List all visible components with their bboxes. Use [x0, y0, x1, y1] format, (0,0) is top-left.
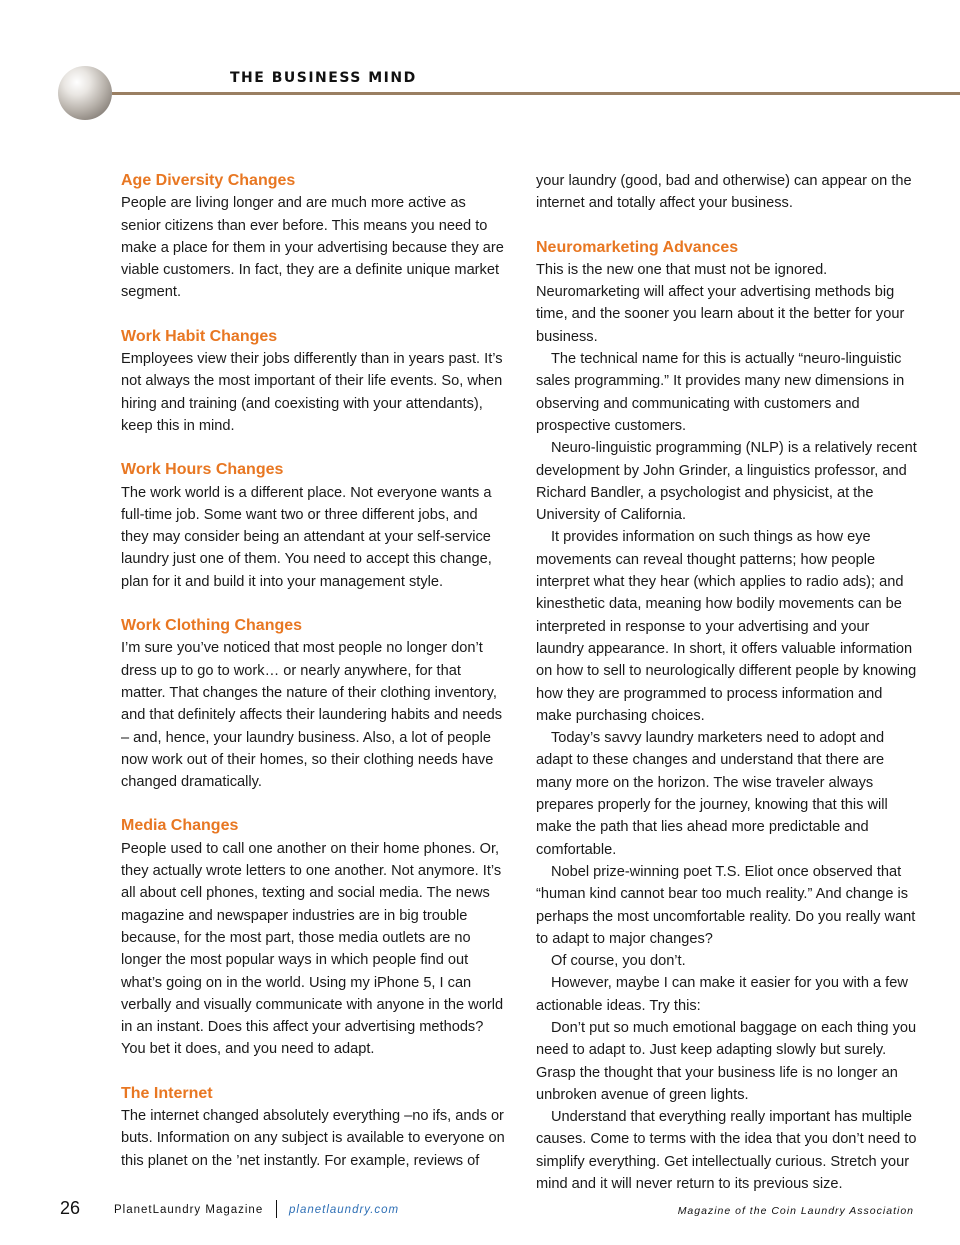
- article-section: [121, 615, 506, 793]
- header-rule: [112, 92, 960, 95]
- body-paragraph: The internet changed absolutely everything –no ifs, ands or buts. Information on any subject is available to everyone on this planet on the ’net instantly. For example, reviews of: [121, 1107, 505, 1169]
- article-section: [121, 170, 506, 304]
- body-paragraph: The technical name for this is actually “neuro-linguistic sales programming.” It provides many new dimensions in observing and communicating with customers and prospective customers.: [536, 351, 905, 434]
- section-heading: Media Changes: [121, 817, 239, 835]
- magazine-url-link[interactable]: planetlaundry.com: [289, 1204, 400, 1216]
- association-tagline: Magazine of the Coin Laundry Association: [677, 1205, 914, 1217]
- body-paragraph: Of course, you don’t.: [551, 953, 686, 970]
- body-paragraph: Don’t put so much emotional baggage on each thing you need to adapt to. Just keep adapting slowly but surely. Grasp the thought that your business life is no longer an unbroken avenue of green lights.: [536, 1019, 917, 1103]
- section-heading: The Internet: [121, 1084, 213, 1102]
- body-paragraph: Understand that everything really important has multiple causes. Come to terms with the idea that you don’t need to simplify everything. Get intellectually curious. Stretch your mind and it will never return to its previous size.: [536, 1109, 917, 1193]
- body-paragraph: This is the new one that must not be ignored. Neuromarketing will affect your advertising methods big time, and the sooner you learn about it the better for your business.: [536, 261, 905, 345]
- body-paragraph: Nobel prize-winning poet T.S. Eliot once observed that “human kind cannot bear too much reality.” And change is perhaps the most uncomfortable reality. Do you really want to adapt to major changes?: [536, 863, 916, 947]
- page-number: 26: [60, 1198, 81, 1218]
- left-column: [121, 170, 506, 1194]
- body-paragraph: However, maybe I can make it easier for you with a few actionable ideas. Try this:: [536, 975, 908, 1014]
- section-heading: Work Habit Changes: [121, 327, 278, 345]
- body-paragraph: People are living longer and are much more active as senior citizens than ever before. This means you need to make a place for them in your advertising because they are viable customers. In fact, they are a definite unique market segment.: [121, 195, 504, 301]
- section-title: THE BUSINESS MIND: [230, 70, 417, 86]
- article-section: [121, 326, 506, 437]
- body-paragraph: The work world is a different place. Not everyone wants a full-time job. Some want two or three different jobs, and they may consider being an attendant at your self-service laundry just one of them. You need to accept this change, plan for it and build it into your management style.: [121, 484, 492, 590]
- body-paragraph: Employees view their jobs differently than in years past. It’s not always the most important of their life events. So, when hiring and training (and coexisting with your attendants), keep this in mind.: [121, 351, 503, 434]
- body-paragraph: Today’s savvy laundry marketers need to adopt and adapt to these changes and understand that there are many more on the horizon. The wise traveler always prepares properly for the journey, knowing that this will make the path that lies ahead more predictable and comfortable.: [536, 730, 888, 858]
- body-paragraph: It provides information on such things as how eye movements can reveal thought patterns; how people interpret what they hear (which applies to radio ads); and kinesthetic data, meaning how bodily movements can be interpreted in response to your advertising and your laundry appearance. In short, it offers valuable information on how to sell to neurologically different people by knowing how they are programmed to process information and make purchasing choices.: [536, 529, 917, 724]
- article-section: [121, 459, 506, 593]
- section-heading: Neuromarketing Advances: [536, 238, 739, 256]
- magazine-name: PlanetLaundry Magazine: [114, 1204, 264, 1216]
- article-section: [121, 1083, 506, 1172]
- body-paragraph: Neuro-linguistic programming (NLP) is a relatively recent development by John Grinder, a linguistics professor, and Richard Bandler, a psychologist and physicist, at the University of California.: [536, 440, 917, 524]
- section-heading: Work Clothing Changes: [121, 617, 303, 635]
- page-footer: [0, 1198, 960, 1228]
- section-heading: Work Hours Changes: [121, 461, 284, 479]
- article-section: [121, 815, 506, 1060]
- right-column: [536, 170, 918, 1195]
- section-heading: Age Diversity Changes: [121, 172, 296, 189]
- body-paragraph: People used to call one another on their home phones. Or, they actually wrote letters to one another. Not anymore. It’s all about cell phones, texting and social media. The news magazine and newspaper industries are in big trouble because, for the most part, those media outlets are no longer the most popular ways in which people find out what’s going on in the world. Using my iPhone 5, I can verbally and visually communicate with anyone in the world in an instant. Does this affect your advertising methods? You bet it does, and you need to adapt.: [121, 840, 504, 1058]
- header-emblem-disc: [58, 66, 112, 120]
- continued-paragraph: your laundry (good, bad and otherwise) can appear on the internet and totally affect your business.: [536, 173, 912, 212]
- footer-divider: [276, 1200, 277, 1218]
- body-paragraph: I’m sure you’ve noticed that most people no longer don’t dress up to go to work… or nearly anywhere, for that matter. That changes the nature of their clothing inventory, and that definitely affects their laundering habits and needs – and, hence, your laundry business. Also, a lot of people now work out of their homes, so their clothing needs have changed dramatically.: [121, 640, 503, 791]
